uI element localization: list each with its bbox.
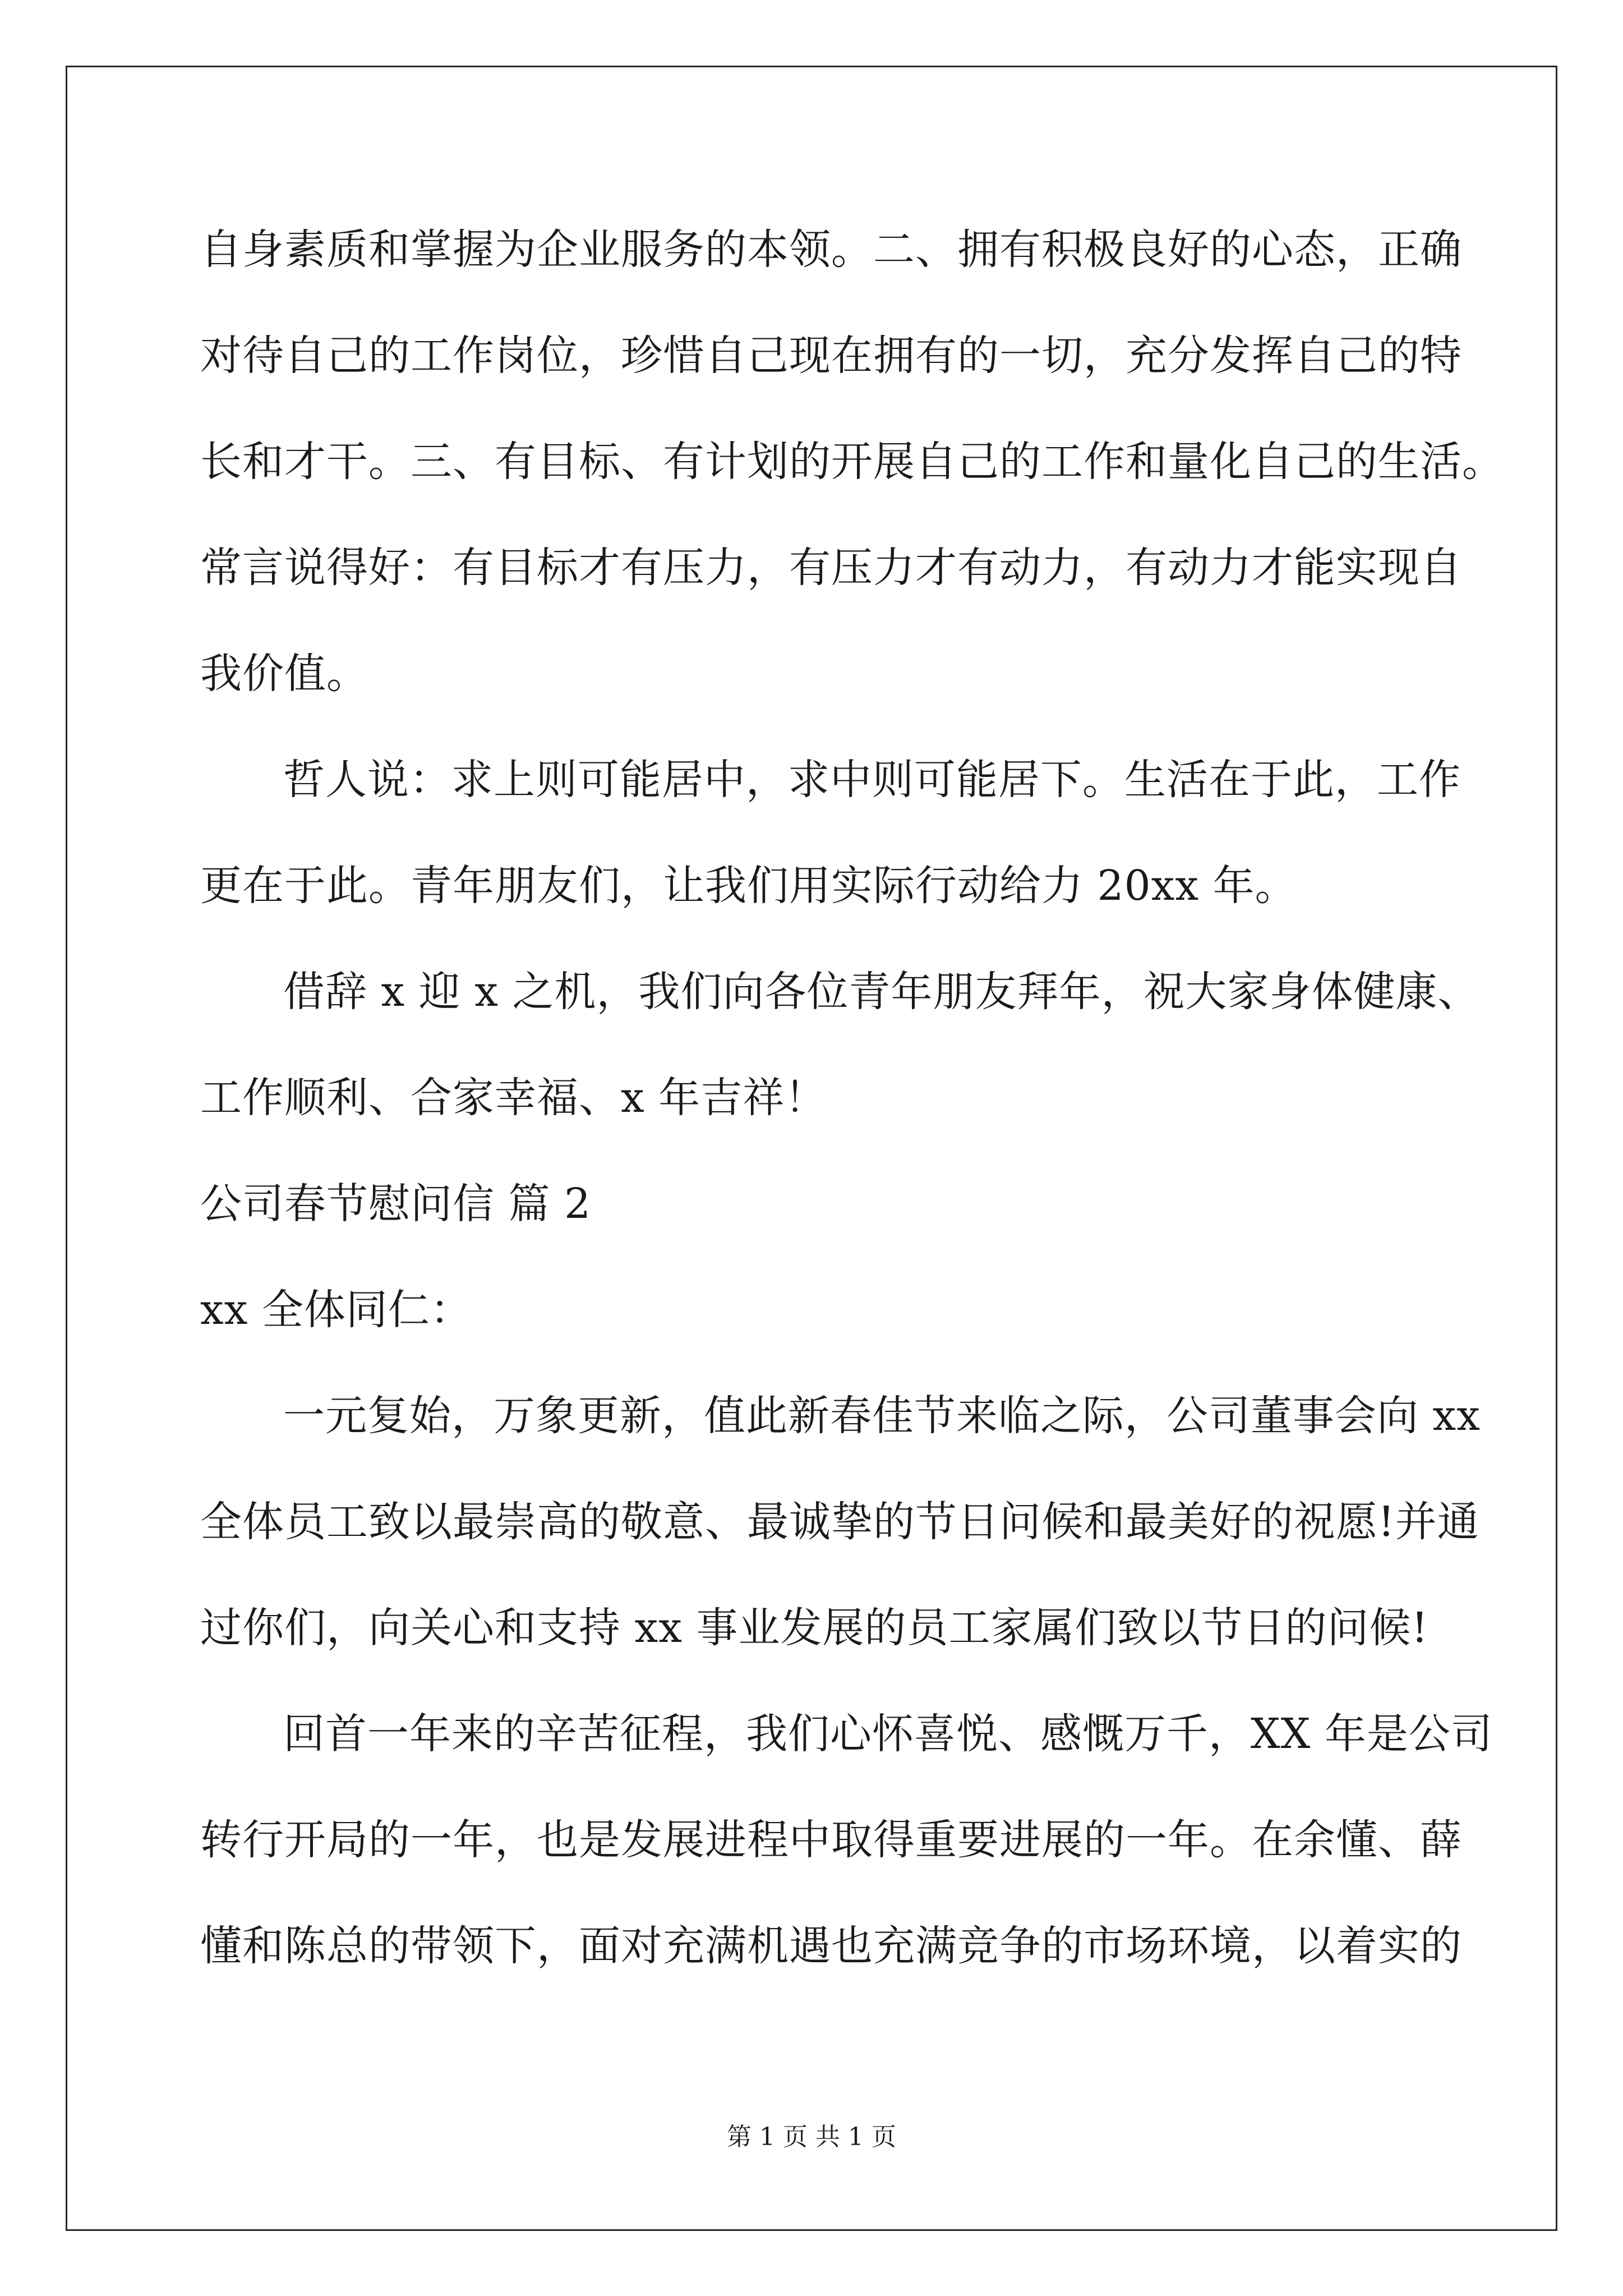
text-line: 更在于此。青年朋友们，让我们用实际行动给力 20xx 年。 <box>200 862 1297 910</box>
paragraph-first-line: 一元复始，万象更新，值此新春佳节来临之际，公司董事会向 xx <box>283 1392 1481 1440</box>
text-line: 工作顺利、合家幸福、x 年吉祥！ <box>200 1074 827 1122</box>
document-body <box>200 213 1504 2016</box>
text-line: 我价值。 <box>200 650 368 698</box>
section-heading: 公司春节慰问信 篇 2 <box>200 1180 592 1228</box>
text-line: 全体员工致以最崇高的敬意、最诚挚的节日问候和最美好的祝愿!并通 <box>200 1498 1479 1546</box>
text-line: 转行开局的一年，也是发展进程中取得重要进展的一年。在余懂、薛 <box>200 1816 1462 1864</box>
paragraph-first-line: 回首一年来的辛苦征程，我们心怀喜悦、感慨万千，XX 年是公司 <box>283 1710 1493 1758</box>
text-line: 长和才干。三、有目标、有计划的开展自己的工作和量化自己的生活。 <box>200 438 1504 486</box>
text-line: 常言说得好：有目标才有压力，有压力才有动力，有动力才能实现自 <box>200 544 1462 592</box>
paragraph-first-line: 借辞 x 迎 x 之机，我们向各位青年朋友拜年，祝大家身体健康、 <box>283 968 1480 1016</box>
salutation: xx 全体同仁： <box>200 1286 472 1334</box>
text-line: 懂和陈总的带领下，面对充满机遇也充满竞争的市场环境，以着实的 <box>200 1922 1462 1970</box>
page-footer: 第 1 页 共 1 页 <box>727 2123 896 2151</box>
text-line: 自身素质和掌握为企业服务的本领。二、拥有积极良好的心态，正确 <box>200 226 1462 274</box>
paragraph-first-line: 哲人说：求上则可能居中，求中则可能居下。生活在于此，工作 <box>283 756 1461 804</box>
text-line: 过你们，向关心和支持 xx 事业发展的员工家属们致以节日的问候! <box>200 1604 1429 1652</box>
text-line: 对待自己的工作岗位，珍惜自己现在拥有的一切，充分发挥自己的特 <box>200 332 1462 380</box>
